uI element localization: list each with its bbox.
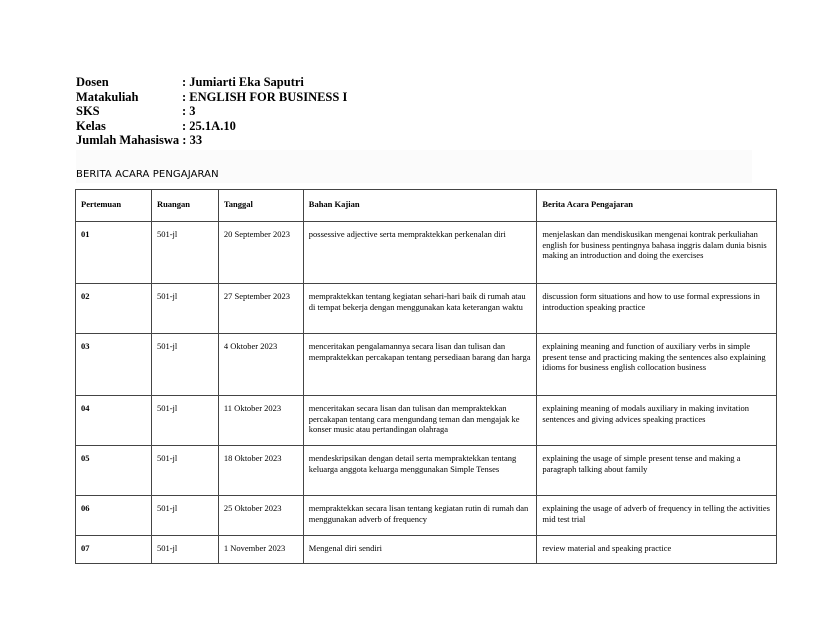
cell-pertemuan: 05 [76,446,152,496]
sks-value: : 3 [182,104,196,118]
section-title: BERITA ACARA PENGAJARAN [76,169,219,180]
cell-ruangan: 501-jl [151,396,218,446]
cell-tanggal: 27 September 2023 [218,284,303,334]
cell-tanggal: 18 Oktober 2023 [218,446,303,496]
cell-berita-acara: explaining the usage of adverb of frequency in telling the activities mid test trial [537,496,777,536]
cell-ruangan: 501-jl [151,496,218,536]
col-header-ruangan: Ruangan [151,190,218,222]
cell-berita-acara: discussion form situations and how to use formal expressions in introduction speaking practice [537,284,777,334]
cell-ruangan: 501-jl [151,222,218,284]
table-row [76,496,777,536]
course-info [76,75,347,148]
kelas-value: : 25.1A.10 [182,118,236,133]
cell-bahan-kajian: Mengenal diri sendiri [303,536,537,564]
cell-pertemuan: 01 [76,222,152,284]
table-row [76,284,777,334]
table-row [76,396,777,446]
col-header-pertemuan: Pertemuan [76,190,152,222]
cell-bahan-kajian: mempraktekkan secara lisan tentang kegiatan rutin di rumah dan menggunakan adverb of frequency [303,496,537,536]
cell-berita-acara: explaining meaning of modals auxiliary in making invitation sentences and giving advices speaking practices [537,396,777,446]
cell-berita-acara: explaining meaning and function of auxiliary verbs in simple present tense and practicing making the sentences also explaining idioms for business english collocation business [537,334,777,396]
matakuliah-value: : ENGLISH FOR BUSINESS I [182,89,348,104]
cell-tanggal: 25 Oktober 2023 [218,496,303,536]
teaching-log-table [75,189,777,564]
col-header-bahan-kajian: Bahan Kajian [303,190,537,222]
matakuliah-row [76,90,347,105]
table-row [76,334,777,396]
kelas-label: Kelas [76,118,106,133]
cell-pertemuan: 04 [76,396,152,446]
cell-ruangan: 501-jl [151,284,218,334]
table-row [76,222,777,284]
cell-tanggal: 20 September 2023 [218,222,303,284]
cell-bahan-kajian: mendeskripsikan dengan detail serta mempraktekkan tentang keluarga anggota keluarga menggunakan Simple Tenses [303,446,537,496]
col-header-tanggal: Tanggal [218,190,303,222]
cell-bahan-kajian: mempraktekkan tentang kegiatan sehari-hari baik di rumah atau di tempat bekerja dengan menggunakan kata keterangan waktu [303,284,537,334]
cell-bahan-kajian: possessive adjective serta mempraktekkan perkenalan diri [303,222,537,284]
cell-ruangan: 501-jl [151,334,218,396]
cell-ruangan: 501-jl [151,536,218,564]
cell-berita-acara: review material and speaking practice [537,536,777,564]
dosen-label: Dosen [76,75,109,89]
jumlah-label: Jumlah Mahasiswa [76,133,180,147]
table-header-row [76,190,777,222]
cell-berita-acara: explaining the usage of simple present tense and making a paragraph talking about family [537,446,777,496]
dosen-value: : Jumiarti Eka Saputri [182,75,304,89]
cell-bahan-kajian: menceritakan pengalamannya secara lisan dan tulisan dan mempraktekkan percakapan tentang persediaan barang dan harga [303,334,537,396]
sks-row [76,104,347,119]
table-row [76,446,777,496]
cell-pertemuan: 07 [76,536,152,564]
col-header-berita-acara: Berita Acara Pengajaran [537,190,777,222]
cell-tanggal: 4 Oktober 2023 [218,334,303,396]
dosen-row [76,75,347,90]
cell-berita-acara: menjelaskan dan mendiskusikan mengenai kontrak perkuliahan english for business pentingnya bahasa inggris dalam dunia bisnis making an introduction and doing the exercises [537,222,777,284]
cell-tanggal: 1 November 2023 [218,536,303,564]
cell-bahan-kajian: menceritakan secara lisan dan tulisan dan mempraktekkan percakapan tentang cara mengundang teman dan mengajak ke konser music atau pertandingan olahraga [303,396,537,446]
cell-ruangan: 501-jl [151,446,218,496]
table-row [76,536,777,564]
jumlah-row [76,133,347,148]
jumlah-value: : 33 [182,133,203,147]
kelas-row [76,119,347,134]
cell-pertemuan: 03 [76,334,152,396]
cell-pertemuan: 02 [76,284,152,334]
cell-pertemuan: 06 [76,496,152,536]
matakuliah-label: Matakuliah [76,89,139,104]
cell-tanggal: 11 Oktober 2023 [218,396,303,446]
sks-label: SKS [76,104,100,118]
